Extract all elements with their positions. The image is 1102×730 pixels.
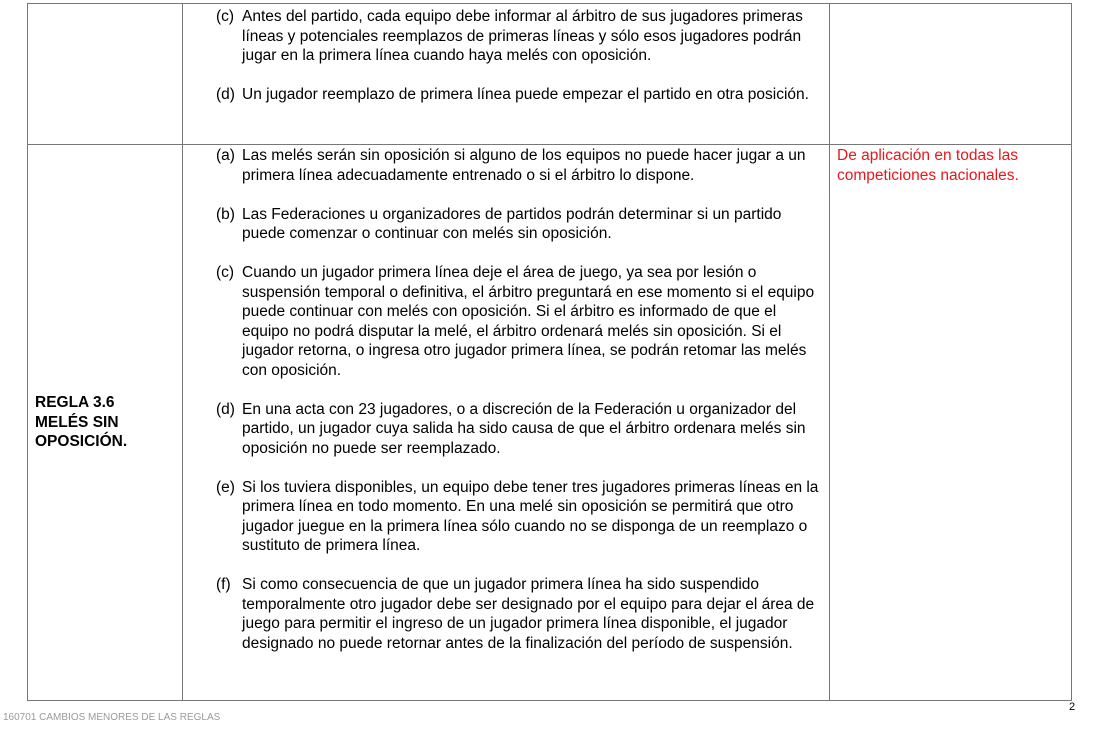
item-marker: (e) (216, 478, 235, 496)
item-marker: (f) (216, 576, 231, 593)
list-item (183, 575, 829, 653)
item-marker: (b) (216, 205, 235, 223)
page-footer: 160701 CAMBIOS MENORES DE LAS REGLAS (3, 712, 221, 723)
item-text: Las melés serán sin oposición si alguno de los equipos no puede hacer jugar a un primera línea adecuadamente entrenado o si el árbitro lo dispone. (242, 147, 806, 184)
table-row (28, 145, 1072, 701)
rule-label: REGLA 3.6 MELÉS SIN OPOSICIÓN. (35, 394, 128, 451)
note-cell (830, 145, 1072, 701)
list-item (183, 146, 829, 185)
list-item (183, 85, 829, 105)
rule-content-cell (183, 4, 830, 145)
item-text: Si como consecuencia de que un jugador primera línea ha sido suspendido temporalmente otro jugador debe ser designado por el equipo para dejar el área de juego para permitir el ingreso de un jugador primera línea disponible, el jugador designado no puede retornar antes de la finalización del período de suspensión. (242, 576, 815, 652)
item-text: Cuando un jugador primera línea deje el área de juego, ya sea por lesión o suspensión temporal o definitiva, el árbitro preguntará en ese momento si el equipo puede continuar con melés con oposición. Si el árbitro es informado de que el equipo no podrá disputar la melé, el árbitro ordenará melés sin oposición. Si el jugador retorna, o ingresa otro jugador primera línea, se podrán retomar las melés con oposición. (242, 264, 815, 379)
item-text: Las Federaciones u organizadores de partidos podrán determinar si un partido puede comenzar o continuar con melés sin oposición. (242, 205, 782, 242)
item-marker: (c) (216, 264, 235, 281)
note-cell (830, 4, 1072, 145)
list-item (183, 7, 829, 66)
item-marker: (d) (216, 400, 235, 418)
rule-label-cell (28, 145, 183, 701)
list-item (183, 400, 829, 459)
item-marker: (d) (216, 86, 235, 103)
list-item (183, 205, 829, 244)
item-marker: (a) (216, 147, 235, 164)
application-note: De aplicación en todas las competiciones nacionales. (837, 147, 1019, 184)
rule-label-cell (28, 4, 183, 145)
list-item (183, 478, 829, 556)
rule-content-cell (183, 145, 830, 701)
table-row (28, 4, 1072, 145)
item-text: Un jugador reemplazo de primera línea puede empezar el partido en otra posición. (242, 86, 809, 103)
item-text: En una acta con 23 jugadores, o a discreción de la Federación u organizador del partido, un jugador cuya salida ha sido causa de que el árbitro ordenara melés sin oposición no puede ser reemplazado. (242, 400, 806, 457)
rules-table (27, 3, 1072, 701)
item-marker: (c) (216, 8, 235, 25)
item-text: Antes del partido, cada equipo debe informar al árbitro de sus jugadores primeras líneas y potenciales reemplazos de primeras líneas y sólo esos jugadores podrán jugar en la primera línea cuando haya melés con oposición. (242, 8, 803, 64)
list-item (183, 263, 829, 380)
item-text: Si los tuviera disponibles, un equipo debe tener tres jugadores primeras líneas en la primera línea en todo momento. En una melé sin oposición se permitirá que otro jugador juegue en la primera línea sólo cuando no se disponga de un reemplazo o sustituto de primera línea. (242, 478, 819, 554)
page-number: 2 (1069, 701, 1076, 713)
application-note (830, 4, 1071, 5)
